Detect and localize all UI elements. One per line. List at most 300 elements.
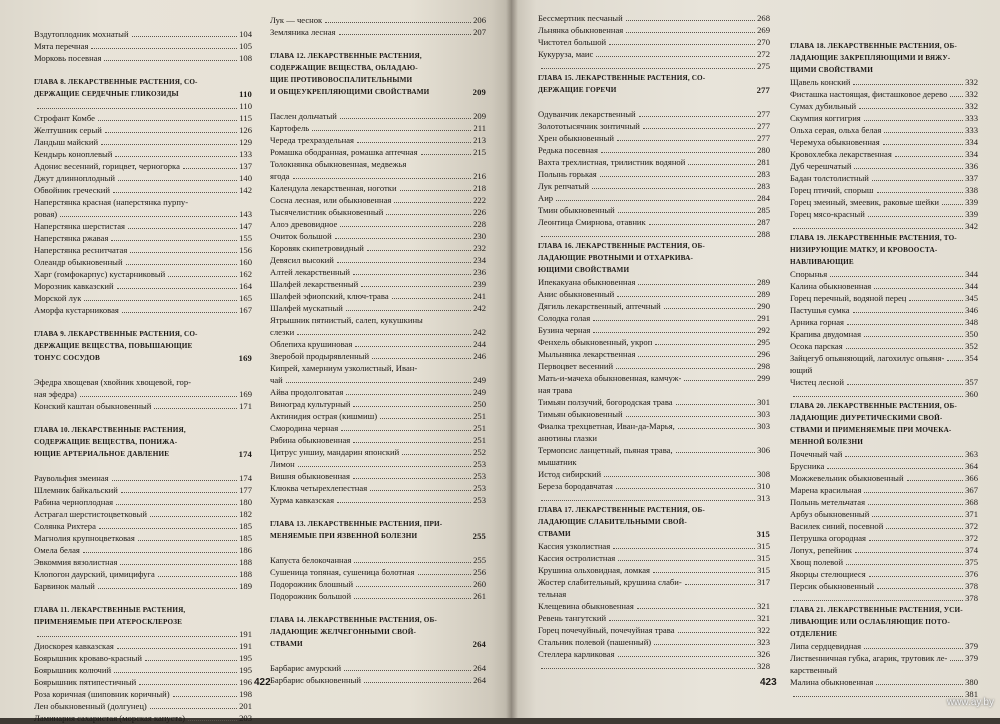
dot-leader bbox=[869, 540, 963, 541]
toc-page-number: 213 bbox=[473, 135, 486, 145]
toc-page-number: 189 bbox=[239, 581, 252, 591]
chapter-heading-line bbox=[34, 604, 252, 616]
toc-entry bbox=[538, 372, 770, 384]
toc-page-number: 253 bbox=[473, 459, 486, 469]
toc-entry bbox=[538, 396, 770, 408]
toc-page-number: 354 bbox=[965, 353, 978, 363]
toc-entry-title: Лиственничная губка, агарик, трутовик ле- bbox=[790, 653, 948, 663]
toc-entry-title: Толокнянка обыкновенная, медвежья bbox=[270, 159, 407, 169]
toc-entry bbox=[34, 472, 252, 484]
dot-leader bbox=[684, 380, 755, 381]
toc-page-number: 315 bbox=[757, 541, 770, 551]
toc-entry-title: Лен обыкновенный (долгунец) bbox=[34, 701, 147, 711]
toc-entry-title: Строфант Комбе bbox=[34, 113, 95, 123]
toc-page-number: 363 bbox=[965, 449, 978, 459]
toc-entry bbox=[538, 600, 770, 612]
toc-entry bbox=[34, 208, 252, 220]
toc-entry bbox=[790, 112, 978, 124]
dot-leader bbox=[877, 192, 964, 193]
chapter-heading-line bbox=[538, 72, 770, 84]
dot-leader bbox=[676, 452, 755, 453]
toc-entry bbox=[538, 324, 770, 336]
toc-entry-title: Аморфа кустарниковая bbox=[34, 305, 119, 315]
toc-entry-title: Редька посевная bbox=[538, 145, 598, 155]
toc-entry bbox=[538, 144, 770, 156]
toc-entry-title: Тимьян ползучий, богородская трава bbox=[538, 397, 673, 407]
dot-leader bbox=[907, 480, 964, 481]
toc-page-number: 167 bbox=[239, 305, 252, 315]
toc-entry-title: Ландыш майский bbox=[34, 137, 99, 147]
toc-entry-title: Клюква четырехлепестная bbox=[270, 483, 368, 493]
toc-entry bbox=[34, 580, 252, 592]
dot-leader bbox=[120, 564, 237, 565]
toc-page-number: 143 bbox=[239, 209, 252, 219]
toc-page-number: 255 bbox=[472, 531, 486, 541]
toc-entry bbox=[790, 460, 978, 472]
toc-page-number: 342 bbox=[965, 221, 978, 231]
toc-entry bbox=[34, 556, 252, 568]
toc-entry-title: Тимьян обыкновенный bbox=[538, 409, 623, 419]
chapter-heading-line bbox=[270, 62, 486, 74]
dot-leader bbox=[138, 540, 237, 541]
toc-entry bbox=[270, 314, 486, 326]
toc-entry bbox=[270, 506, 486, 518]
toc-entry-title: Кассия остролистная bbox=[538, 553, 616, 563]
toc-page-number: 249 bbox=[473, 387, 486, 397]
toc-entry-title: Подорожник большой bbox=[270, 591, 352, 601]
toc-entry bbox=[34, 136, 252, 148]
toc-entry bbox=[34, 412, 252, 424]
toc-page-number: 283 bbox=[757, 169, 770, 179]
dot-leader bbox=[312, 130, 471, 131]
toc-page-number: 372 bbox=[965, 533, 978, 543]
toc-entry bbox=[538, 48, 770, 60]
toc-page-number: 147 bbox=[239, 221, 252, 231]
toc-entry bbox=[270, 266, 486, 278]
toc-entry-title: Сумах дубильный bbox=[790, 101, 857, 111]
toc-entry-title: ГЛАВА 21. ЛЕКАРСТВЕННЫЕ РАСТЕНИЯ, УСИ- bbox=[790, 606, 963, 614]
toc-entry-title: Боярышник пятипестичный bbox=[34, 677, 137, 687]
toc-entry bbox=[34, 28, 252, 40]
toc-page-number: 264 bbox=[473, 663, 486, 673]
toc-entry bbox=[270, 398, 486, 410]
chapter-heading-line bbox=[34, 88, 252, 100]
toc-page-number: 242 bbox=[473, 303, 486, 313]
toc-entry-title: Алоэ древовидное bbox=[270, 219, 338, 229]
toc-entry bbox=[270, 350, 486, 362]
toc-entry bbox=[270, 494, 486, 506]
dot-leader bbox=[117, 288, 238, 289]
dot-leader bbox=[386, 214, 471, 215]
toc-page-number: 191 bbox=[239, 629, 252, 639]
toc-entry bbox=[790, 328, 978, 340]
toc-entry-title: Осока парская bbox=[790, 341, 843, 351]
toc-entry-title: Девясил высокий bbox=[270, 255, 334, 265]
toc-entry bbox=[790, 664, 978, 676]
dot-leader bbox=[337, 262, 471, 263]
toc-page-number: 280 bbox=[757, 145, 770, 155]
toc-page-number: 137 bbox=[239, 161, 252, 171]
dot-leader bbox=[83, 552, 237, 553]
toc-entry-title: ЛАДАЮЩИЕ СЛАБИТЕЛЬНЫМИ СВОЙ- bbox=[538, 518, 687, 526]
dot-leader bbox=[847, 384, 963, 385]
toc-entry bbox=[34, 40, 252, 52]
dot-leader bbox=[173, 696, 237, 697]
toc-entry bbox=[34, 304, 252, 316]
toc-page-number: 253 bbox=[473, 483, 486, 493]
toc-entry bbox=[34, 268, 252, 280]
toc-entry-title: Почечный чай bbox=[790, 449, 843, 459]
chapter-heading-line bbox=[270, 518, 486, 530]
toc-entry bbox=[790, 268, 978, 280]
chapter-heading-line bbox=[270, 530, 486, 542]
dot-leader bbox=[353, 274, 471, 275]
toc-entry-title: Мята перечная bbox=[34, 41, 89, 51]
toc-entry-title: Петрушка огородная bbox=[790, 533, 866, 543]
dot-leader bbox=[293, 178, 472, 179]
toc-entry bbox=[538, 216, 770, 228]
toc-page-number: 333 bbox=[965, 113, 978, 123]
toc-entry bbox=[538, 120, 770, 132]
toc-page-number: 174 bbox=[238, 449, 252, 459]
dot-leader bbox=[886, 528, 963, 529]
toc-entry bbox=[270, 386, 486, 398]
toc-entry-title: Роза коричная (шиповник коричный) bbox=[34, 689, 170, 699]
dot-leader bbox=[188, 720, 237, 721]
toc-entry bbox=[270, 542, 486, 554]
toc-entry-title: ГЛАВА 20. ЛЕКАРСТВЕННЫЕ РАСТЕНИЯ, ОБ- bbox=[790, 402, 957, 410]
toc-page-number: 209 bbox=[472, 87, 486, 97]
chapter-heading-line bbox=[790, 616, 978, 628]
toc-entry bbox=[270, 554, 486, 566]
toc-entry-title: Ипекакуана обыкновенная bbox=[538, 277, 636, 287]
toc-page-number: 313 bbox=[757, 493, 770, 503]
dot-leader bbox=[325, 22, 471, 23]
toc-entry-title: Шлемник байкальский bbox=[34, 485, 118, 495]
toc-entry-title: Термопсис ланцетный, пьяная трава, bbox=[538, 445, 673, 455]
toc-entry-title: Череда трехраздельная bbox=[270, 135, 354, 145]
dot-leader bbox=[947, 360, 963, 361]
toc-page-number: 323 bbox=[757, 637, 770, 647]
toc-entry bbox=[270, 278, 486, 290]
toc-page-number: 272 bbox=[757, 49, 770, 59]
toc-page-number: 186 bbox=[239, 545, 252, 555]
toc-page-number: 284 bbox=[757, 193, 770, 203]
toc-entry bbox=[270, 122, 486, 134]
toc-page-number: 104 bbox=[239, 29, 252, 39]
toc-entry-title: Лопух, репейник bbox=[790, 545, 852, 555]
toc-entry-title: Коровяк скипетровидный bbox=[270, 243, 364, 253]
toc-entry-title: Мать-и-мачеха обыкновенная, камчуж- bbox=[538, 373, 682, 383]
toc-entry bbox=[34, 568, 252, 580]
toc-entry-title: ЮЩИЕ АРТЕРИАЛЬНОЕ ДАВЛЕНИЕ bbox=[34, 450, 170, 458]
toc-entry-title: СТВАМИ bbox=[538, 530, 571, 538]
dot-leader bbox=[400, 190, 472, 191]
toc-entry bbox=[538, 228, 770, 240]
toc-page-number: 236 bbox=[473, 267, 486, 277]
toc-entry-title: Шалфей мускатный bbox=[270, 303, 343, 313]
toc-entry-title: Наперстянка ржавая bbox=[34, 233, 109, 243]
toc-entry-title: ЛАДАЮЩИЕ ЗАКРЕПЛЯЮЩИМИ И ВЯЖУ- bbox=[790, 54, 951, 62]
toc-entry-title: Барбарис амурский bbox=[270, 663, 342, 673]
toc-entry-title: Омела белая bbox=[34, 545, 80, 555]
toc-page-number: 328 bbox=[757, 661, 770, 671]
toc-entry bbox=[790, 556, 978, 568]
chapter-heading-line bbox=[538, 504, 770, 516]
dot-leader bbox=[593, 320, 755, 321]
toc-entry-title: Харг (гомфокарпус) кустарниковый bbox=[34, 269, 166, 279]
toc-page-number: 289 bbox=[757, 277, 770, 287]
toc-entry-title: Лук — чеснок bbox=[270, 15, 323, 25]
toc-entry bbox=[790, 448, 978, 460]
dot-leader bbox=[60, 216, 237, 217]
toc-entry bbox=[538, 564, 770, 576]
toc-entry-title: ЮЩИМИ СВОЙСТВАМИ bbox=[538, 266, 630, 274]
dot-leader bbox=[643, 128, 755, 129]
chapter-heading-line bbox=[790, 412, 978, 424]
dot-leader bbox=[98, 588, 237, 589]
toc-entry-title: СТВАМИ bbox=[270, 640, 303, 648]
toc-page-number: 296 bbox=[757, 349, 770, 359]
chapter-heading-line bbox=[538, 264, 770, 276]
toc-page-number: 277 bbox=[757, 121, 770, 131]
toc-entry-title: Стальник полевой (пашенный) bbox=[538, 637, 652, 647]
dot-leader bbox=[128, 228, 237, 229]
toc-page-number: 252 bbox=[473, 447, 486, 457]
toc-entry bbox=[270, 362, 486, 374]
toc-entry-title: Якорцы стелющиеся bbox=[790, 569, 866, 579]
dot-leader bbox=[367, 250, 471, 251]
toc-entry bbox=[34, 496, 252, 508]
chapter-heading-line bbox=[538, 516, 770, 528]
toc-entry-title: ГЛАВА 12. ЛЕКАРСТВЕННЫЕ РАСТЕНИЯ, bbox=[270, 52, 422, 60]
toc-entry-title: Клещевина обыкновенная bbox=[538, 601, 634, 611]
toc-entry bbox=[538, 36, 770, 48]
dot-leader bbox=[541, 668, 755, 669]
chapter-heading-line bbox=[270, 50, 486, 62]
toc-entry-title: ОТДЕЛЕНИЕ bbox=[790, 630, 838, 638]
toc-page-number: 277 bbox=[757, 109, 770, 119]
toc-page-number: 350 bbox=[965, 329, 978, 339]
dot-leader bbox=[854, 168, 963, 169]
dot-leader bbox=[874, 288, 963, 289]
dot-leader bbox=[339, 34, 472, 35]
dot-leader bbox=[846, 564, 963, 565]
toc-entry-title: Лук репчатый bbox=[538, 181, 589, 191]
dot-leader bbox=[357, 142, 471, 143]
toc-entry bbox=[538, 312, 770, 324]
dot-leader bbox=[847, 324, 963, 325]
toc-page-number: 310 bbox=[757, 481, 770, 491]
toc-page-number: 261 bbox=[473, 591, 486, 601]
toc-page-number: 321 bbox=[757, 601, 770, 611]
toc-page-number: 269 bbox=[757, 25, 770, 35]
dot-leader bbox=[638, 284, 755, 285]
toc-entry-title: Астрагал шерстистоцветковый bbox=[34, 509, 147, 519]
toc-entry-title: ГЛАВА 18. ЛЕКАРСТВЕННЫЕ РАСТЕНИЯ, ОБ- bbox=[790, 42, 957, 50]
toc-page-number: 162 bbox=[239, 269, 252, 279]
dot-leader bbox=[340, 118, 471, 119]
toc-page-number: 326 bbox=[757, 649, 770, 659]
toc-entry-title: ягода bbox=[270, 171, 290, 181]
toc-entry bbox=[34, 232, 252, 244]
toc-page-number: 215 bbox=[473, 147, 486, 157]
dot-leader bbox=[616, 368, 755, 369]
toc-entry-title: Дягиль лекарственный, аптечный bbox=[538, 301, 661, 311]
toc-page-number: 251 bbox=[473, 435, 486, 445]
toc-page-number: 285 bbox=[757, 205, 770, 215]
toc-entry-title: чай bbox=[270, 375, 283, 385]
right-page-number: 423 bbox=[760, 677, 777, 688]
toc-entry-title: Бессмертник песчаный bbox=[538, 13, 623, 23]
dot-leader bbox=[121, 492, 237, 493]
toc-page-number: 260 bbox=[473, 579, 486, 589]
toc-entry bbox=[790, 376, 978, 388]
toc-entry bbox=[34, 196, 252, 208]
chapter-heading-line bbox=[538, 528, 770, 540]
toc-entry bbox=[538, 360, 770, 372]
toc-entry bbox=[538, 132, 770, 144]
chapter-heading-line bbox=[790, 40, 978, 52]
toc-entry bbox=[270, 338, 486, 350]
toc-entry-title: тельная bbox=[538, 589, 567, 599]
toc-page-number: 251 bbox=[473, 423, 486, 433]
toc-entry bbox=[538, 648, 770, 660]
toc-page-number: 226 bbox=[473, 207, 486, 217]
toc-entry bbox=[790, 640, 978, 652]
toc-page-number: 234 bbox=[473, 255, 486, 265]
toc-entry-title: Наперстянка реснитчатая bbox=[34, 245, 128, 255]
chapter-heading-line bbox=[34, 424, 252, 436]
toc-page-number: 345 bbox=[965, 293, 978, 303]
toc-entry-title: Скумпия коггигрия bbox=[790, 113, 861, 123]
toc-entry-title: Наперстянка шерстистая bbox=[34, 221, 125, 231]
toc-page-number: 244 bbox=[473, 339, 486, 349]
toc-entry bbox=[790, 208, 978, 220]
toc-entry bbox=[34, 640, 252, 652]
toc-entry-title: ЛАДАЮЩИЕ РВОТНЫМИ И ОТХАРКИВА- bbox=[538, 254, 694, 262]
toc-page-number: 315 bbox=[757, 565, 770, 575]
toc-entry-title: Кровохлебка лекарственная bbox=[790, 149, 892, 159]
toc-page-number: 241 bbox=[473, 291, 486, 301]
toc-page-number: 380 bbox=[965, 677, 978, 687]
toc-entry-title: Дуб черешчатый bbox=[790, 161, 852, 171]
chapter-heading-line bbox=[790, 400, 978, 412]
toc-entry-title: Клопогон даурский, цимицифуга bbox=[34, 569, 155, 579]
toc-page-number: 378 bbox=[965, 581, 978, 591]
dot-leader bbox=[168, 276, 237, 277]
dot-leader bbox=[183, 168, 237, 169]
toc-entry bbox=[790, 532, 978, 544]
dot-leader bbox=[101, 144, 237, 145]
toc-entry bbox=[790, 148, 978, 160]
toc-entry-title: ГЛАВА 10. ЛЕКАРСТВЕННЫЕ РАСТЕНИЯ, bbox=[34, 426, 186, 434]
toc-entry bbox=[790, 580, 978, 592]
dot-leader bbox=[115, 156, 237, 157]
toc-entry-title: МЕНЯЕМЫЕ ПРИ ЯЗВЕННОЙ БОЛЕЗНИ bbox=[270, 532, 418, 540]
toc-entry bbox=[790, 124, 978, 136]
toc-entry-title: Эфедра хвощевая (хвойник хвощевой, гор- bbox=[34, 377, 192, 387]
toc-page-number: 211 bbox=[473, 123, 486, 133]
toc-page-number: 371 bbox=[965, 509, 978, 519]
toc-entry-title: Марена красильная bbox=[790, 485, 862, 495]
toc-entry-title: Ятрышник пятнистый, салеп, кукушкины bbox=[270, 315, 423, 325]
toc-entry-title: Вздутоплодник мохнатый bbox=[34, 29, 129, 39]
chapter-heading-line bbox=[790, 52, 978, 64]
toc-entry bbox=[270, 446, 486, 458]
toc-entry bbox=[34, 220, 252, 232]
dot-leader bbox=[341, 430, 471, 431]
toc-page-number: 239 bbox=[473, 279, 486, 289]
toc-entry-title: Чистец лесной bbox=[790, 377, 844, 387]
toc-page-number: 339 bbox=[965, 209, 978, 219]
toc-entry-title: Цитрус уншиу, мандарин японский bbox=[270, 447, 400, 457]
toc-page-number: 303 bbox=[757, 421, 770, 431]
toc-entry bbox=[538, 276, 770, 288]
dot-leader bbox=[354, 598, 471, 599]
toc-entry bbox=[34, 124, 252, 136]
toc-entry-title: Персик обыкновенный bbox=[790, 581, 874, 591]
toc-entry bbox=[270, 146, 486, 158]
toc-entry bbox=[790, 196, 978, 208]
toc-entry bbox=[790, 496, 978, 508]
toc-entry-title: Анис обыкновенный bbox=[538, 289, 615, 299]
dot-leader bbox=[421, 154, 472, 155]
dot-leader bbox=[639, 116, 756, 117]
toc-page-number: 155 bbox=[239, 233, 252, 243]
dot-leader bbox=[286, 382, 471, 383]
toc-entry bbox=[270, 254, 486, 266]
dot-leader bbox=[340, 226, 471, 227]
toc-entry-title: НИЗИРУЮЩИЕ МАТКУ, И КРОВООСТА- bbox=[790, 246, 938, 254]
toc-page-number: 352 bbox=[965, 341, 978, 351]
toc-page-number: 270 bbox=[757, 37, 770, 47]
dot-leader bbox=[793, 228, 963, 229]
toc-entry bbox=[538, 24, 770, 36]
toc-entry-title: слезки bbox=[270, 327, 295, 337]
toc-entry-title: Бузина черная bbox=[538, 325, 591, 335]
toc-page-number: 338 bbox=[965, 185, 978, 195]
toc-entry-title: Раувольфия змеиная bbox=[34, 473, 109, 483]
chapter-heading-line bbox=[790, 436, 978, 448]
toc-page-number: 360 bbox=[965, 389, 978, 399]
toc-entry bbox=[790, 316, 978, 328]
toc-entry bbox=[270, 182, 486, 194]
toc-entry bbox=[538, 12, 770, 24]
chapter-heading-line bbox=[34, 328, 252, 340]
toc-page-number: 375 bbox=[965, 557, 978, 567]
dot-leader bbox=[678, 428, 755, 429]
toc-entry bbox=[270, 410, 486, 422]
dot-leader bbox=[335, 238, 471, 239]
toc-entry bbox=[34, 544, 252, 556]
toc-entry bbox=[538, 204, 770, 216]
toc-entry-title: СТВАМИ И ПРИМЕНЯЕМЫЕ ПРИ МОЧЕКА- bbox=[790, 426, 952, 434]
dot-leader bbox=[113, 192, 237, 193]
toc-entry-title: ГЛАВА 15. ЛЕКАРСТВЕННЫЕ РАСТЕНИЯ, СО- bbox=[538, 74, 706, 82]
toc-page-number: 191 bbox=[239, 641, 252, 651]
toc-page-number: 308 bbox=[757, 469, 770, 479]
toc-entry bbox=[270, 158, 486, 170]
toc-page-number: 164 bbox=[239, 281, 252, 291]
dot-leader bbox=[370, 490, 471, 491]
dot-leader bbox=[613, 548, 755, 549]
toc-entry bbox=[34, 256, 252, 268]
toc-entry-title: Солодка голая bbox=[538, 313, 591, 323]
toc-page-number: 253 bbox=[473, 471, 486, 481]
toc-entry-title: ПРИМЕНЯЕМЫЕ ПРИ АТЕРОСКЛЕРОЗЕ bbox=[34, 618, 183, 626]
toc-page-number: 195 bbox=[239, 653, 252, 663]
